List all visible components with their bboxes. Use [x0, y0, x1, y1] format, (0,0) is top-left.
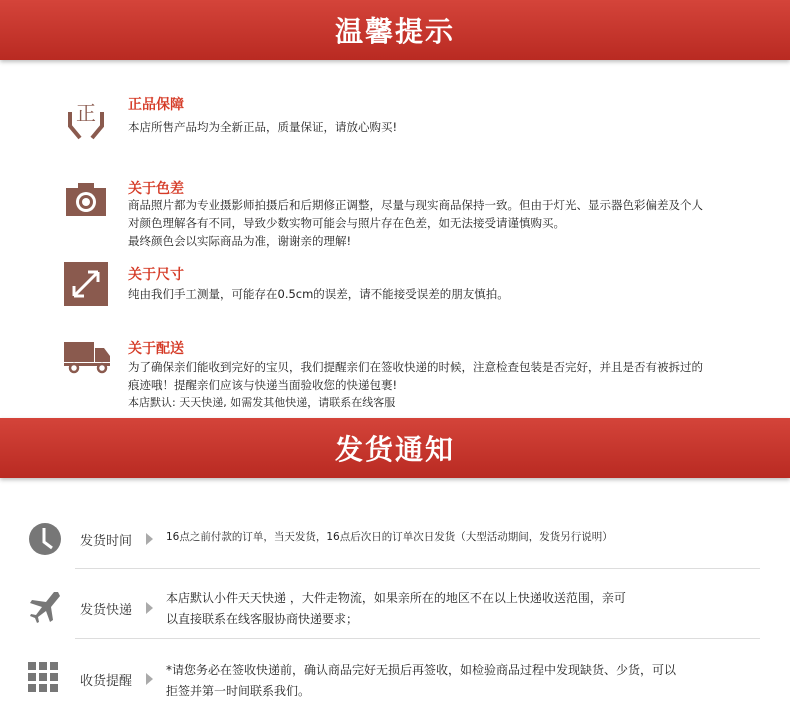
- arrow-icon: [146, 673, 153, 685]
- resize-arrow-icon: [64, 262, 108, 306]
- text-line: 痕迹哦！提醒亲们应该与快递当面验收您的快递包裹!: [128, 378, 398, 392]
- banner-title: 发货通知: [334, 433, 455, 466]
- text-line: 商品照片都为专业摄影师拍摄后和后期修正调整，尽量与现实商品保持一致。但由于灯光、显示器色彩偏差及个人: [128, 198, 703, 212]
- text-line: 拒签并第一时间联系我们。: [166, 684, 311, 698]
- clock-icon: [28, 522, 62, 556]
- notice-text: [166, 660, 746, 702]
- banner-title: 温馨提示: [334, 15, 455, 48]
- tip-text: [128, 196, 758, 250]
- arrow-icon: [146, 602, 153, 614]
- text-line: 本店默认: 天天快递, 如需发其他快递，请联系在线客服: [128, 396, 396, 409]
- divider: [75, 638, 760, 639]
- text-line: 以直接联系在线客服协商快递要求；: [166, 612, 359, 626]
- tip-title: 关于尺寸: [128, 267, 184, 283]
- camera-icon: [64, 178, 108, 222]
- text-line: *请您务必在签收快递前，确认商品完好无损后再签收，如检验商品过程中发现缺货、少货，可以: [166, 663, 677, 677]
- grid-icon: [28, 662, 58, 692]
- tip-text: [128, 358, 758, 412]
- svg-text:正: 正: [76, 101, 96, 125]
- notice-label: 发货快递: [80, 603, 133, 618]
- text-line: 为了确保亲们能收到完好的宝贝，我们提醒亲们在签收快递的时候，注意检查包装是否完好，并且是否有被拆过的: [128, 360, 703, 374]
- text-line: 本店默认小件天天快递 ，大件走物流，如果亲所在的地区不在以上快递收送范围，亲可: [166, 591, 626, 605]
- genuine-hands-icon: [64, 96, 108, 140]
- airplane-icon: [28, 590, 62, 624]
- text-line: 最终颜色会以实际商品为准，谢谢亲的理解!: [128, 234, 352, 248]
- notice-text: 16点之前付款的订单，当天发货，16点后次日的订单次日发货（大型活动期间，发货另行说明）: [166, 531, 613, 543]
- tip-text: 纯由我们手工测量，可能存在0.5cm的误差，请不能接受误差的朋友慎拍。: [128, 287, 509, 301]
- banner-warm-tips: [0, 0, 790, 60]
- notice-text: [166, 588, 746, 630]
- text-line: 对颜色理解各有不同，导致少数实物可能会与照片存在色差，如无法接受请谨慎购买。: [128, 216, 565, 230]
- arrow-icon: [146, 533, 153, 545]
- divider: [75, 568, 760, 569]
- tip-title: 关于配送: [128, 341, 184, 357]
- notice-label: 收货提醒: [80, 674, 133, 689]
- notice-label: 发货时间: [80, 534, 133, 549]
- tip-title: 关于色差: [128, 181, 184, 197]
- truck-icon: [64, 336, 112, 380]
- tip-text: 本店所售产品均为全新正品，质量保证，请放心购买!: [128, 120, 398, 134]
- banner-shipping-notice: [0, 418, 790, 478]
- tip-title: 正品保障: [128, 97, 184, 113]
